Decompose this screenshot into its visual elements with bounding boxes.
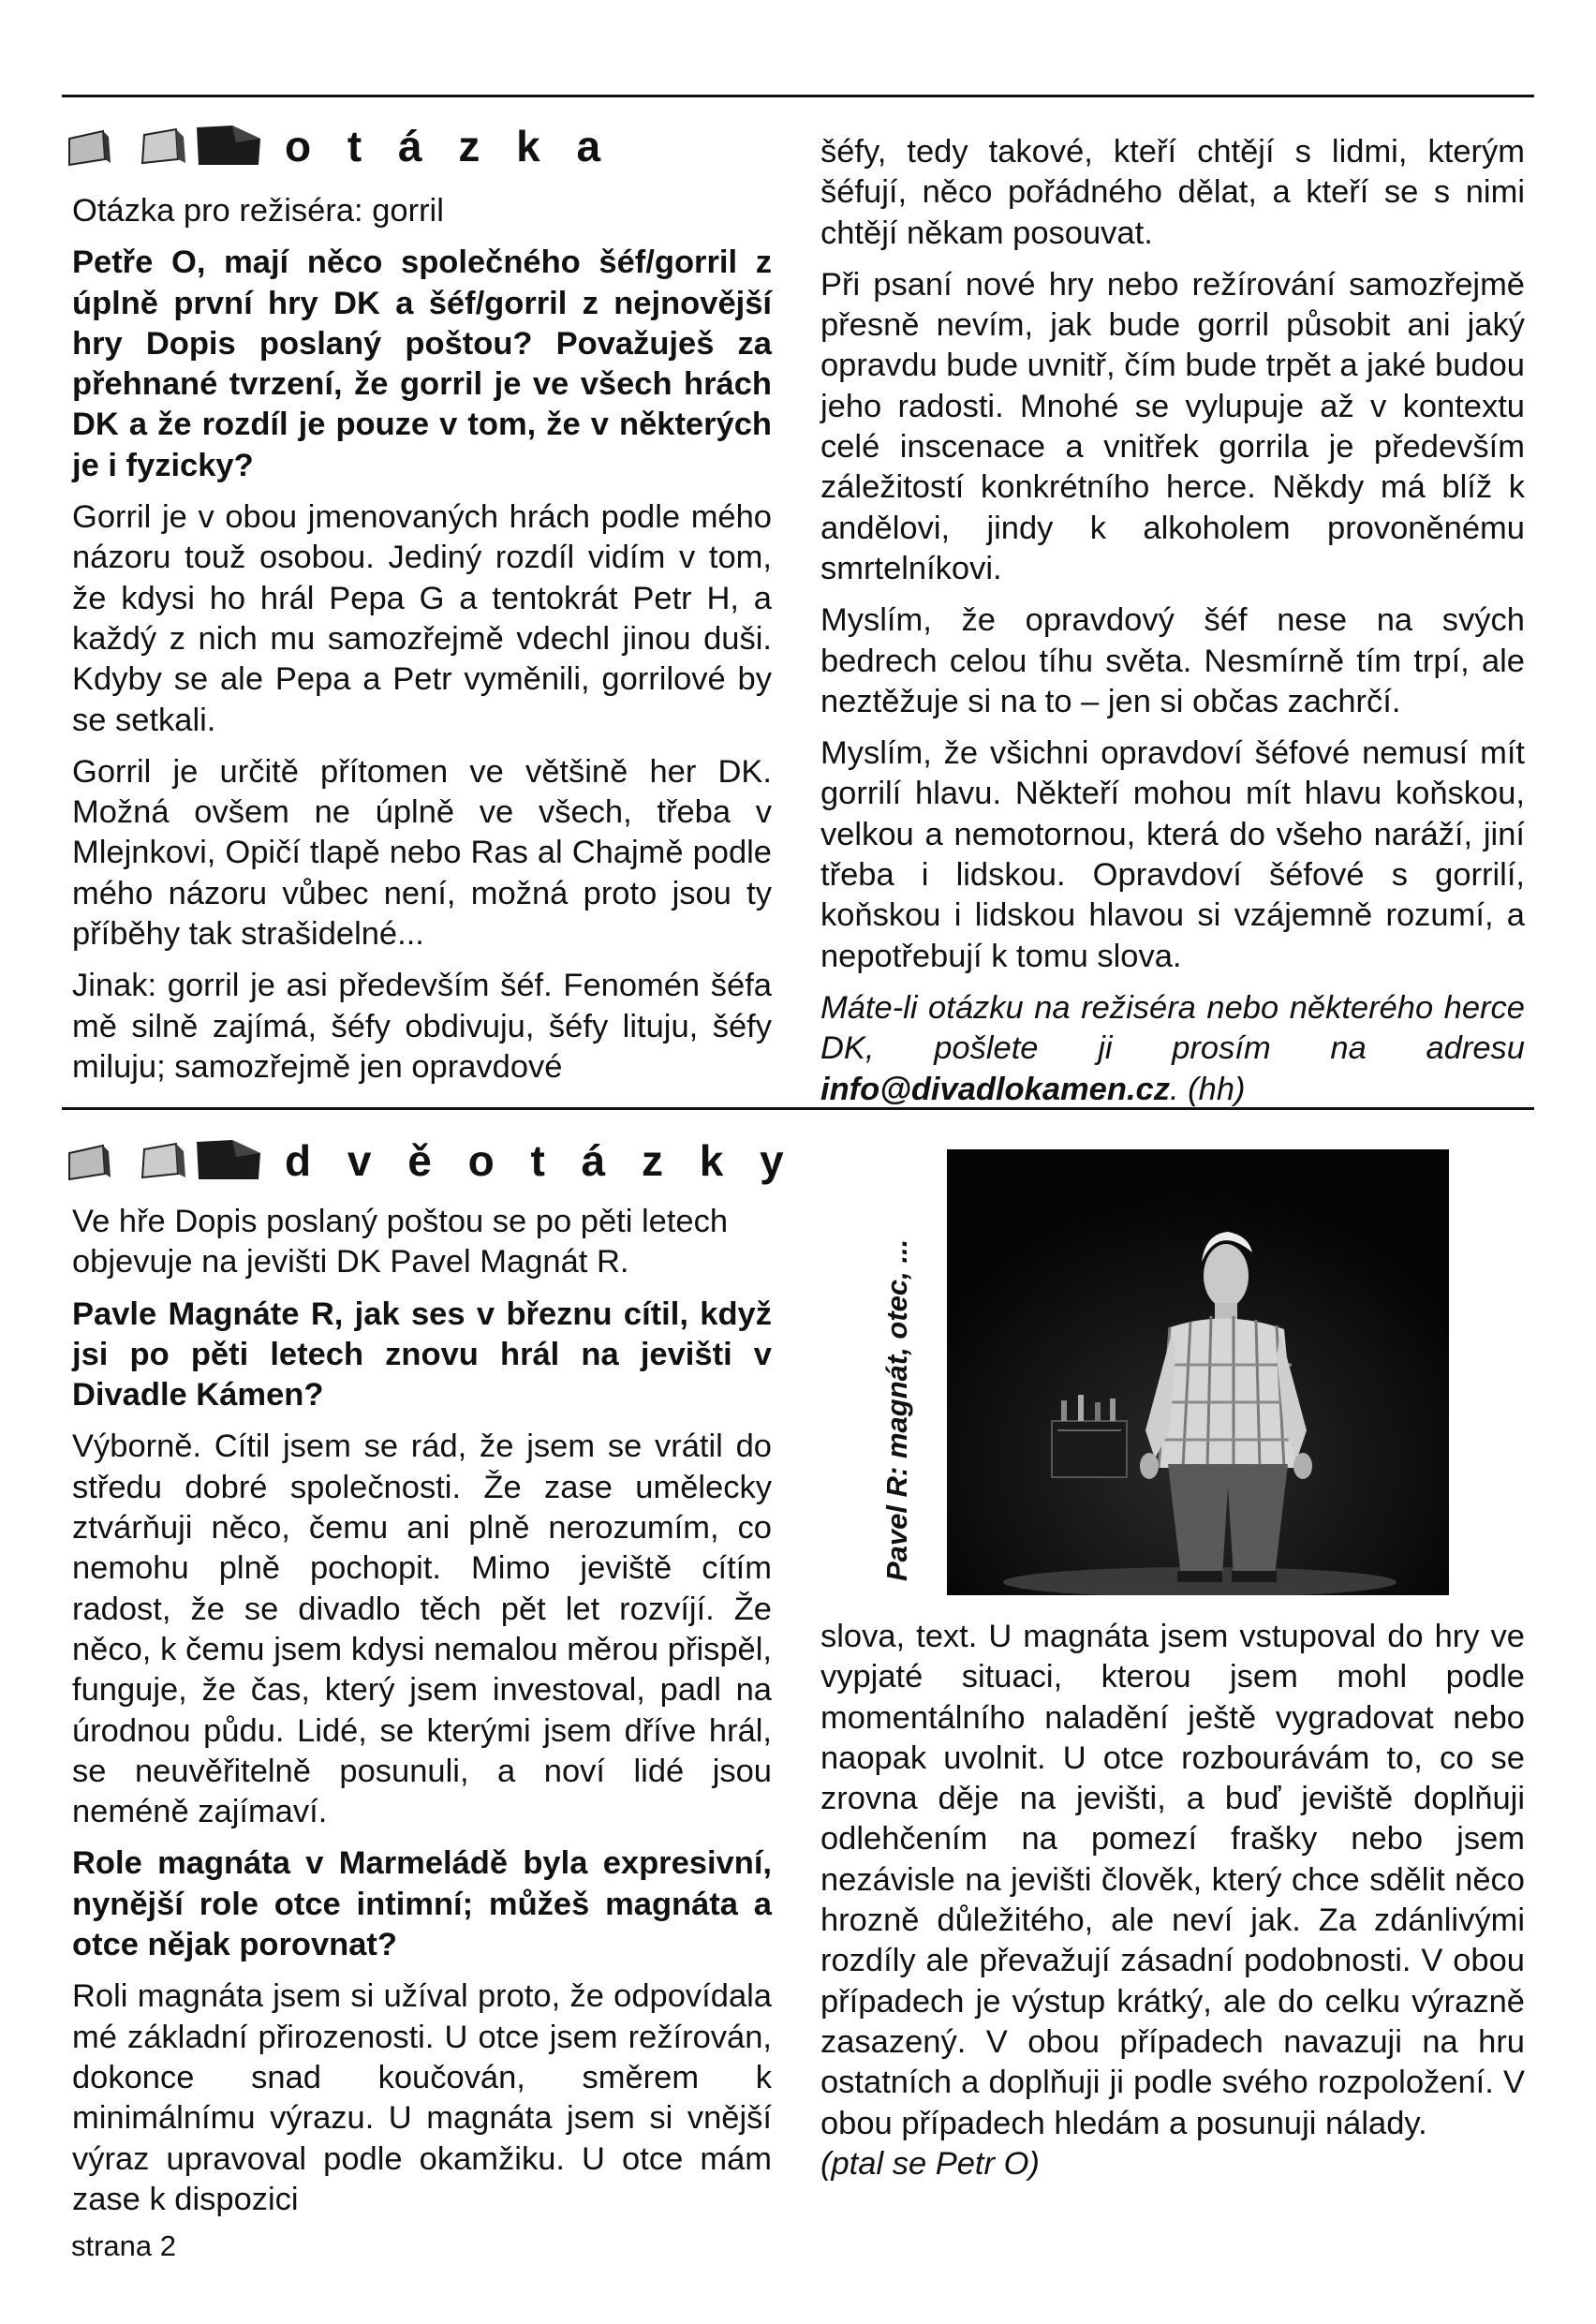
stone-blocks-icon [67, 122, 264, 170]
answer-paragraph: Gorril je určitě přítomen ve většině her DK. Možná ovšem ne úplně ve všech, třeba v Mlejnkovi, Opičí tlapě nebo Ras al Chajmě podle mého názoru vůbec není, možná proto jsou ty příběhy tak strašidelné... [72, 753, 772, 953]
email-link[interactable]: info@divadlokamen.cz [820, 1071, 1170, 1107]
intro-line: Otázka pro režiséra: gorril [72, 193, 444, 229]
answer-paragraph: Myslím, že všichni opravdoví šéfové nemusí mít gorrilí hlavu. Někteří mohou mít hlavu koňskou, velkou a nemotornou, která do všeho naráží, jiní třeba i lidskou. Opravdoví šéfové s gorrilí, koňskou i lidskou hlavou si vzájemně rozumí, a nepotřebují k tomu slova. [820, 735, 1525, 974]
actor-photo [947, 1149, 1449, 1595]
question-text: Petře O, mají něco společného šéf/gorril z úplně první hry DK a šéf/gorril z nejnovější hry Dopis poslaný poštou? Považuješ za přehnané tvrzení, že gorril je ve všech hrách DK a že rozdíl je pouze v tom, že v některých je i fyzicky? [72, 244, 772, 483]
answer-paragraph: Výborně. Cítil jsem se rád, že jsem se vrátil do středu dobré společnosti. Že zase umělecky ztvárňuji něco, čemu ani plně nerozumím, co nemohu plně pochopit. Mimo jeviště cítím radost, že se divadlo těch pět let rozvíjí. Že něco, k čemu jsem kdysi nemalou měrou přispěl, funguje, že čas, který jsem investoval, padl na úrodnou půdu. Lidé, se kterými jsem dříve hrál, se neuvěřitelně posunuli, a noví lidé jsou neméně zajímaví. [72, 1428, 772, 1830]
answer-paragraph: šéfy, tedy takové, kteří chtějí s lidmi, kterým šéfují, něco pořádného dělat, a kteří se s nimi chtějí někam posouvat. [820, 134, 1525, 251]
answer-paragraph: Jinak: gorril je asi především šéf. Fenomén šéfa mě silně zajímá, šéfy obdivuju, šéfy lituju, šéfy miluju; samozřejmě jen opravdové [72, 968, 772, 1085]
section-heading-otazka [67, 120, 613, 172]
section1-right-column [820, 132, 1525, 1121]
answer-paragraph: slova, text. U magnáta jsem vstupoval do hry ve vypjaté situaci, kterou jsem mohl podle momentálního naladění ještě vygradovat nebo naopak uvolnit. U otce rozbourávám to, co se zrovna děje na jevišti, a buď jeviště doplňuji odlehčením na pomezí frašky nebo jsem nezávisle na jevišti člověk, který chce sdělit něco hrozně důležitého, ale neví jak. Za zdánlivými rozdíly ale převažují zásadní podobnosti. V obou případech je výstup krátký, ale do celku výrazně zasazený. V obou případech navazuji na hru ostatních a doplňuji ji podle svého rozpoložení. V obou případech hledám a posunuji nálady. [820, 1619, 1525, 2141]
section1-left-column [72, 191, 772, 1099]
question-text: Role magnáta v Marmeládě byla expresivní, nynější role otce intimní; můžeš magnáta a otce nějak porovnat? [72, 1845, 772, 1963]
section2-left-column [72, 1202, 772, 2231]
signature: (ptal se Petr O) [820, 2145, 1040, 2182]
answer-paragraph: Gorril je v obou jmenovaných hrách podle mého názoru touž osobou. Jediný rozdíl vidím v tom, že kdysi ho hrál Pepa G a tentokrát Petr H, a každý z nich mu samozřejmě vdechl jinou duši. Kdyby se ale Pepa a Petr vyměnili, gorrilové by se setkali. [72, 499, 772, 738]
closing-note: Máte-li otázku na režiséra nebo některého herce DK, pošlete ji prosím na adresu info@divadlokamen.cz. (hh) [820, 989, 1525, 1107]
section-title: d v ě o t á z k y [285, 1136, 796, 1185]
photo-caption: Pavel R: magnát, otec, ... [880, 1238, 913, 1581]
stone-blocks-icon [67, 1136, 264, 1185]
answer-paragraph: Roli magnáta jsem si užíval proto, že odpovídala mé základní přirozenosti. U otce jsem režírován, dokonce snad koučován, směrem k minimálnímu výrazu. U magnáta jsem si vnější výraz upravoval podle okamžiku. U otce mám zase k dispozici [72, 1978, 772, 2217]
section2-right-column [820, 1617, 1525, 2196]
section-title: o t á z k a [285, 122, 613, 170]
top-rule [62, 95, 1534, 97]
answer-paragraph: Myslím, že opravdový šéf nese na svých bedrech celou tíhu světa. Nesmírně tím trpí, ale neztěžuje si na to – jen si občas zachrčí. [820, 602, 1525, 719]
answer-paragraph: Při psaní nové hry nebo režírování samozřejmě přesně nevím, jak bude gorril působit ani jaký opravdu bude uvnitř, čím bude trpět a jaké budou jeho radosti. Mnohé se vylupuje až v kontextu celé inscenace a vnitřek gorrila je především záležitostí konkrétního herce. Někdy má blíž k andělovi, jindy k alkoholem provoněnému smrtelníkovi. [820, 266, 1525, 586]
page-number: strana 2 [71, 2229, 177, 2262]
question-text: Pavle Magnáte R, jak ses v březnu cítil, když jsi po pěti letech znovu hrál na jevišti v Divadle Kámen? [72, 1295, 772, 1414]
section-heading-dve-otazky [67, 1134, 796, 1187]
intro-paragraph: Ve hře Dopis poslaný poštou se po pěti letech objevuje na jevišti DK Pavel Magnát R. [72, 1204, 729, 1280]
